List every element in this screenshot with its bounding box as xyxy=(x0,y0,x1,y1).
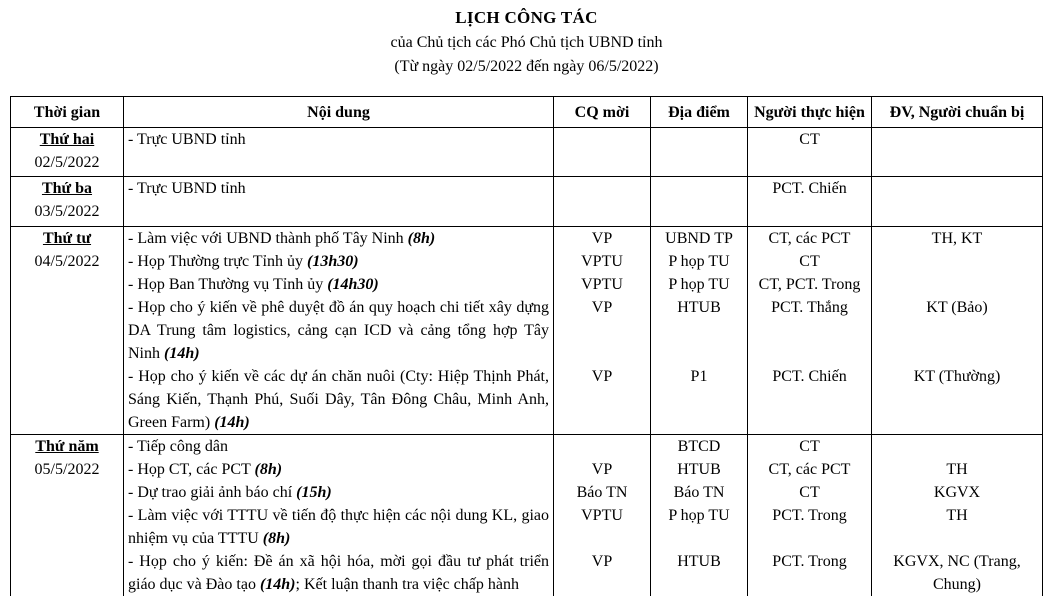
person-cell xyxy=(748,227,872,435)
col-header-location: Địa điểm xyxy=(651,97,748,128)
table-row xyxy=(11,177,1043,227)
agenda-time: (15h) xyxy=(296,484,332,501)
agenda-text: - Làm việc với UBND thành phố Tây Ninh xyxy=(128,230,404,247)
prep-value xyxy=(876,435,1038,458)
agenda-item xyxy=(128,481,549,504)
cq-value: Báo TN xyxy=(576,484,628,501)
cq-value: VPTU xyxy=(581,507,623,524)
day-cell xyxy=(11,435,124,597)
cq-cell xyxy=(554,435,651,597)
prep-value: KGVX xyxy=(933,484,981,501)
cq-value: VP xyxy=(591,230,613,247)
person-value: PCT. Trong xyxy=(772,507,847,524)
content-cell xyxy=(124,177,554,227)
prep-cell xyxy=(872,177,1043,227)
person-cell xyxy=(748,435,872,597)
place-value: P họp TU xyxy=(668,253,730,270)
day-name: Thứ năm xyxy=(35,438,99,455)
cq-value: VPTU xyxy=(581,276,623,293)
col-header-inviting-agency: CQ mời xyxy=(554,97,651,128)
table-row xyxy=(11,128,1043,177)
prep-value: KT (Thường) xyxy=(913,368,1001,385)
cq-cell xyxy=(554,227,651,435)
person-cell xyxy=(748,177,872,227)
col-header-content: Nội dung xyxy=(124,97,554,128)
agenda-item xyxy=(128,458,549,481)
agenda-text: - Họp CT, các PCT xyxy=(128,461,251,478)
place-value: P1 xyxy=(690,368,708,385)
prep-value: KGVX, NC (Trang, Chung) xyxy=(893,553,1021,593)
col-header-preparer: ĐV, Người chuẩn bị xyxy=(872,97,1043,128)
day-cell xyxy=(11,177,124,227)
agenda-item: - Trực UBND tỉnh xyxy=(128,180,246,197)
agenda-time: (8h) xyxy=(262,530,291,547)
person-value: PCT. Thắng xyxy=(771,299,848,316)
agenda-item xyxy=(128,227,549,250)
agenda-item xyxy=(128,550,549,596)
col-header-time: Thời gian xyxy=(11,97,124,128)
day-name: Thứ hai xyxy=(39,131,95,148)
agenda-text: - Họp cho ý kiến về các dự án chăn nuôi (Cty: Hiệp Thịnh Phát, Sáng Kiến, Thạnh Phú, Suối Dây, Tân Đông Châu, Minh Anh, Green Farm) xyxy=(128,368,549,431)
place-value: Báo TN xyxy=(673,484,725,501)
person-value: CT, các PCT xyxy=(768,461,851,478)
agenda-text: - Tiếp công dân xyxy=(128,438,228,455)
agenda-tail: ; Kết luận thanh tra việc chấp hành xyxy=(295,576,519,593)
day-cell xyxy=(11,128,124,177)
agenda-text: - Làm việc với TTTU về tiến độ thực hiện các nội dung KL, giao nhiệm vụ của TTTU xyxy=(128,507,549,547)
agenda-time: (14h) xyxy=(259,576,296,593)
person-value: PCT. Chiến xyxy=(772,180,847,197)
schedule-table xyxy=(10,96,1043,596)
person-value: CT xyxy=(799,253,820,270)
table-header-row xyxy=(11,97,1043,128)
date-range: (Từ ngày 02/5/2022 đến ngày 06/5/2022) xyxy=(394,58,659,75)
place-value: HTUB xyxy=(677,553,721,570)
cq-cell xyxy=(554,128,651,177)
agenda-time: (8h) xyxy=(254,461,283,478)
agenda-item xyxy=(128,250,549,273)
person-value: CT xyxy=(799,438,820,455)
content-cell xyxy=(124,227,554,435)
agenda-item xyxy=(128,435,549,458)
agenda-text: - Họp cho ý kiến về phê duyệt đồ án quy hoạch chi tiết xây dựng DA Trung tâm logistics, cảng cạn ICD và cảng tổng hợp Tây Ninh xyxy=(128,299,549,362)
day-date: 05/5/2022 xyxy=(34,461,100,478)
prep-cell xyxy=(872,128,1043,177)
cq-value xyxy=(558,435,646,458)
person-cell xyxy=(748,128,872,177)
place-cell xyxy=(651,435,748,597)
place-value: BTCD xyxy=(677,438,721,455)
place-cell xyxy=(651,177,748,227)
person-value: CT xyxy=(799,131,820,148)
cq-value: VP xyxy=(591,461,613,478)
place-value: P họp TU xyxy=(668,276,730,293)
page-subtitle: của Chủ tịch các Phó Chủ tịch UBND tỉnh xyxy=(390,34,663,51)
agenda-time: (14h) xyxy=(164,345,200,362)
agenda-item xyxy=(128,296,549,365)
content-cell xyxy=(124,128,554,177)
agenda-text: - Dự trao giải ảnh báo chí xyxy=(128,484,293,501)
prep-value xyxy=(876,273,1038,296)
agenda-time: (14h30) xyxy=(327,276,379,293)
day-date: 04/5/2022 xyxy=(34,253,100,270)
agenda-time: (14h) xyxy=(214,414,250,431)
agenda-item xyxy=(128,273,549,296)
place-cell xyxy=(651,128,748,177)
place-value: HTUB xyxy=(677,299,721,316)
prep-value: KT (Bảo) xyxy=(926,299,988,316)
place-value: HTUB xyxy=(677,461,721,478)
prep-value: TH, KT xyxy=(931,230,983,247)
person-value: PCT. Trong xyxy=(772,553,847,570)
table-row xyxy=(11,227,1043,435)
col-header-performer: Người thực hiện xyxy=(748,97,872,128)
cq-cell xyxy=(554,177,651,227)
place-value: P họp TU xyxy=(668,507,730,524)
person-value: CT, PCT. Trong xyxy=(758,276,861,293)
agenda-time: (8h) xyxy=(407,230,436,247)
table-row xyxy=(11,435,1043,597)
prep-cell xyxy=(872,227,1043,435)
cq-value: VP xyxy=(591,368,613,385)
person-value: CT xyxy=(799,484,820,501)
page-title: LỊCH CÔNG TÁC xyxy=(455,8,598,27)
cq-value: VPTU xyxy=(581,253,623,270)
prep-cell xyxy=(872,435,1043,597)
prep-value: TH xyxy=(946,461,968,478)
prep-value: TH xyxy=(946,507,968,524)
agenda-time: (13h30) xyxy=(306,253,359,270)
cq-value: VP xyxy=(591,299,613,316)
day-date: 03/5/2022 xyxy=(34,203,100,220)
agenda-item xyxy=(128,365,549,434)
person-value: CT, các PCT xyxy=(768,230,851,247)
agenda-text: - Họp Thường trực Tỉnh ủy xyxy=(128,253,303,270)
day-cell xyxy=(11,227,124,435)
place-cell xyxy=(651,227,748,435)
agenda-item: - Trực UBND tỉnh xyxy=(128,131,246,148)
day-date: 02/5/2022 xyxy=(34,154,100,171)
prep-value xyxy=(876,250,1038,273)
place-value: UBND TP xyxy=(665,230,733,247)
day-name: Thứ ba xyxy=(41,180,93,197)
agenda-text: - Họp Ban Thường vụ Tỉnh ủy xyxy=(128,276,324,293)
cq-value: VP xyxy=(591,553,613,570)
agenda-item xyxy=(128,504,549,550)
person-value: PCT. Chiến xyxy=(772,368,847,385)
day-name: Thứ tư xyxy=(42,230,92,247)
agenda-text: - Họp cho ý kiến: Đề án xã hội hóa, mời gọi đầu tư phát triển giáo dục và Đào tạo xyxy=(128,553,549,593)
content-cell xyxy=(124,435,554,597)
